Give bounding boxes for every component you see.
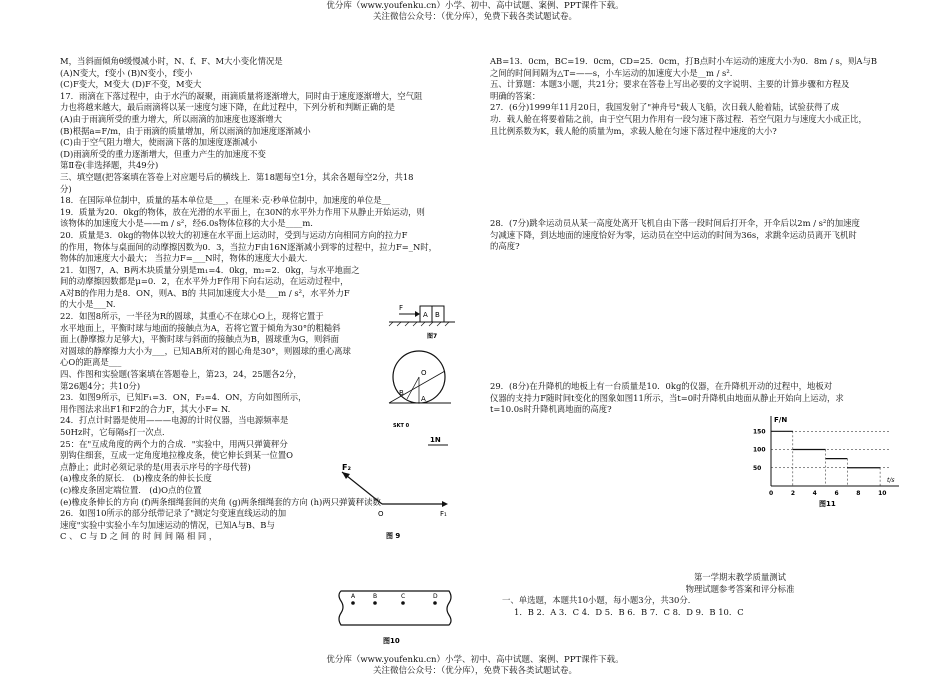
text-line: 功．载人舱在将要着陆之前，由于空气阻力作用有一段匀速下落过程．若空气阻力与速度大小成正比， (490, 113, 867, 124)
fig9-label-F2: F₂ (342, 463, 351, 472)
text-line: 点静止；此时必须记录的是(用表示序号的字母代替) (60, 461, 251, 472)
text-line: 五、计算题：本题3小题，共21分；要求在答卷上写出必要的文字说明、主要的计算步骤和方程及 (490, 79, 850, 90)
fig7-label-B: B (435, 311, 440, 319)
text-line: 之间的时间间隔为△T=——s，小车运动的加速度大小是__m / s². (490, 67, 733, 78)
fig9-label-O: O (378, 510, 384, 518)
fig7-label-F: F (399, 304, 404, 312)
fig9-label-F1: F₁ (440, 510, 447, 518)
text-line: 水平地面上，平衡时球与地面的接触点为A，若将它置于倾角为30°的粗糙斜 (60, 322, 341, 333)
text-line: 分) (60, 183, 72, 194)
text-line: 26．如图10所示的部分纸带记录了"测定匀变速直线运动的加 (60, 508, 287, 519)
text-line: 且比例系数为K，载人舱的质量为m，求载人舱在匀速下落过程中速度的大小? (490, 125, 777, 136)
text-line: 力也将越来越大，最后雨滴将以某一速度匀速下降，在此过程中，下列分析和判断正确的是 (60, 102, 395, 113)
text-line: (C)F变大，M变大 (D)F不变，M变大 (60, 79, 202, 90)
text-line: 18．在国际单位制中，质量的基本单位是___，在厘米·克·秒单位制中，加速度的单位是__ (60, 195, 391, 206)
text-line: (e)橡皮条伸长的方向 (f)两条细绳套间的夹角 (g)两条细绳套的方向 (h)两只弹簧秤读数 (60, 496, 381, 507)
text-line: 该物体的加速度大小是——m / s²，经6.0s物体位移的大小是____m. (60, 218, 313, 229)
text-line: 间的动摩擦因数都是μ=0．2，在水平外力F作用下向右运动，在运动过程中， (60, 276, 349, 287)
text-line: (B)根据a=F/m，由于雨滴的质量增加，所以雨滴的加速度逐渐减小 (60, 125, 311, 136)
text-line: 19．质量为20．0kg的物体，放在光滑的水平面上，在30N的水平外力作用下从静止开始运动，则 (60, 206, 425, 217)
fig10-caption: 图10 (383, 637, 400, 645)
chart-xtick-label: 6 (834, 490, 839, 497)
figure-8 (385, 345, 455, 430)
text-line: (A)N变大，f变小 (B)N变小，f变小 (60, 67, 193, 78)
figure-11-chart (745, 412, 910, 510)
text-line: 的作用，物体与桌面间的动摩擦因数为0．3，当拉力F由16N逐渐减小到零的过程中，拉力F=_N时， (60, 241, 438, 252)
text-line: AB=13．0cm，BC=19．0cm，CD=25．0cm，打B点时小车运动的速度大小为0．8m / s，则A与B (490, 56, 877, 66)
text-line: (D)雨滴所受的重力逐渐增大，但重力产生的加速度不变 (60, 148, 266, 159)
fig8-label-O: O (421, 369, 427, 377)
text-line: 的大小是___N. (60, 299, 116, 310)
text-line: 17．雨滴在下落过程中，由于水汽的凝聚，雨滴质量将逐渐增大，同时由于速度逐渐增大，空气阻 (60, 90, 423, 101)
question-29 (490, 381, 910, 416)
text-line: 面上(静摩擦力足够大)，平衡时球与斜面的接触点为B，圆球重为G，则斜面 (60, 334, 340, 345)
section-title: 第Ⅱ卷(非选择题，共49分) (60, 160, 159, 171)
text-line: M，当斜面倾角θ缓慢减小时，N、f、F、M大小变化情况是 (60, 56, 283, 66)
fig8-caption: SKT 0 (393, 423, 410, 429)
text-line: C 、 C 与 D 之 间 的 时 间 间 隔 相 同 ， (60, 531, 218, 542)
fig7-label-A: A (423, 311, 428, 319)
text-line: 22．如图8所示，一半径为R的圆球，其重心不在球心O上，现将它置于 (60, 311, 324, 322)
header-line-2: 关注微信公众号：（优分库），免费下载各类试题试卷。 (372, 12, 577, 22)
answer-list: 1．B 2．A 3．C 4．D 5．B 6．B 7．C 8．D 9．B 10．C (514, 606, 744, 617)
text-line: 匀减速下降，到达地面的速度恰好为零，运动员在空中运动的时间为36s，求跳伞运动员离开飞机时 (490, 229, 857, 240)
fig10-label-D: D (433, 593, 438, 600)
text-line: 仪器的支持力F随时间t变化的图象如图11所示，当t=0时升降机由地面从静止开始向上运动，求 (490, 392, 844, 403)
text-line: 别钩住细套，互成一定角度地拉橡皮条，使它伸长到某一位置O (60, 450, 293, 461)
text-line: 24．打点计时器是使用———电源的计时仪器，当电源频率是 (60, 415, 289, 426)
chart-xlabel: t/s (887, 477, 895, 484)
chart-xtick-label: 2 (790, 490, 796, 497)
chart-ylabel: F/N (774, 416, 788, 424)
text-line: 用作图法求出F1和F2的合力F，其大小F= N. (60, 403, 231, 414)
text-line: 21．如图7，A、B两木块质量分别是m₁=4．0kg，m₂=2．0kg，与水平地面之 (60, 264, 360, 275)
header-line-1: 优分库（www.youfenku.cn）小学、初中、高中试题、案例、PPT课件下载。 (326, 1, 624, 11)
fig9-caption: 图 9 (386, 532, 401, 540)
chart-xtick-label: 0 (769, 490, 774, 497)
fig10-label-C: C (401, 593, 406, 600)
text-line: 速度"实验中实验小车匀加速运动的情况，已知A与B、B与 (60, 519, 275, 530)
text-line: 25：在"互成角度的两个力的合成．"实验中，用两只弹簧秤分 (60, 438, 288, 449)
text-line: 23．如图9所示，已知F₁=3．ON，F₂=4．ON，方向如图所示， (60, 392, 307, 403)
right-column (490, 56, 910, 137)
text-line: 三、填空题(把答案填在答卷上对应题号后的横线上．第18题每空1分，其余各题每空2分，共18 (60, 171, 414, 182)
text-line: (C)由于空气阻力增大，使雨滴下落的加速度逐渐减小 (60, 137, 258, 148)
footer-line-1: 优分库（www.youfenku.cn）小学、初中、高中试题、案例、PPT课件下载。 (326, 655, 624, 665)
text-line: 物体的加速度大小最大； 当拉力F=___N时，物体的速度大小最大． (60, 253, 314, 264)
question-28 (490, 218, 910, 253)
chart-ytick-label: 50 (753, 464, 762, 472)
text-line: (c)橡皮条固定端位置． (d)O点的位置 (60, 484, 202, 495)
text-line: 29．(8分)在升降机的地板上有一台质量是10．0kg的仪器，在升降机开动的过程中，地板对 (490, 381, 833, 391)
chart-xtick-label: 4 (812, 490, 817, 497)
fig10-label-B: B (373, 593, 378, 600)
text-line: 27．(6分)1999年11月20日，我国发射了"神舟号"载人飞船，次日载人舱着陆，试验获得了成 (490, 102, 840, 113)
text-line: (a)橡皮条的原长． (b)橡皮条的伸长长度 (60, 473, 212, 484)
figure-10 (335, 585, 460, 647)
text-line: 50Hz时，它每隔s打一次点． (60, 427, 171, 437)
text-line: 四、作图和实验题(答案填在答题卷上，第23，24，25题各2分， (60, 369, 302, 380)
text-line: 心O的距离是___ (60, 357, 122, 368)
text-line: t=10.0s时升降机离地面的高度? (490, 404, 612, 415)
footer-line-2: 关注微信公众号：（优分库），免费下载各类试题试卷。 (372, 666, 577, 676)
figure-9 (330, 432, 460, 542)
text-line: 对圆球的静摩擦力大小为___，已知AB所对的圆心角是30°，则圆球的重心离球 (60, 345, 351, 356)
text-line: 的高度? (490, 241, 520, 252)
answer-section-heading: 一、单选题，本题共10小题，每小题3分，共30分． (502, 595, 697, 606)
answer-section (490, 572, 910, 618)
text-line: 28．(7分)跳伞运动员从某一高度处离开飞机自由下落一段时间后打开伞，开伞后以2m / s²的加速度 (490, 218, 860, 228)
text-line: 明确的答案： (490, 90, 541, 101)
fig8-label-A: A (421, 395, 426, 403)
chart-xtick-label: 8 (856, 490, 861, 497)
text-line: 第26题4分；共10分) (60, 380, 141, 391)
answer-title-1: 第一学期末教学质量测试 (693, 572, 787, 582)
chart-ytick-label: 100 (753, 446, 766, 454)
chart-title: 图11 (819, 500, 836, 508)
fig10-label-A: A (351, 593, 356, 600)
fig8-label-B: B (399, 389, 404, 397)
page-header (0, 1, 950, 23)
answer-title-2: 物理试题参考答案和评分标准 (685, 583, 795, 594)
fig9-scale-label: 1N (430, 436, 441, 444)
chart-ytick-label: 150 (753, 428, 766, 436)
fig7-caption: 图7 (427, 333, 438, 340)
text-line: 20．质量是3．0kg的物体以较大的初速在水平面上运动时，受到与运动方向相同方向的拉力F (60, 229, 408, 240)
text-line: A对B的作用力是8．ON，则A、B的 共同加速度大小是___m / s²，水平外力F (60, 287, 350, 298)
chart-xtick-label: 10 (878, 490, 887, 497)
text-line: (A)由于雨滴所受的重力增大，所以雨滴的加速度也逐渐增大 (60, 113, 282, 124)
figure-7 (387, 300, 457, 342)
page-footer (0, 655, 950, 677)
